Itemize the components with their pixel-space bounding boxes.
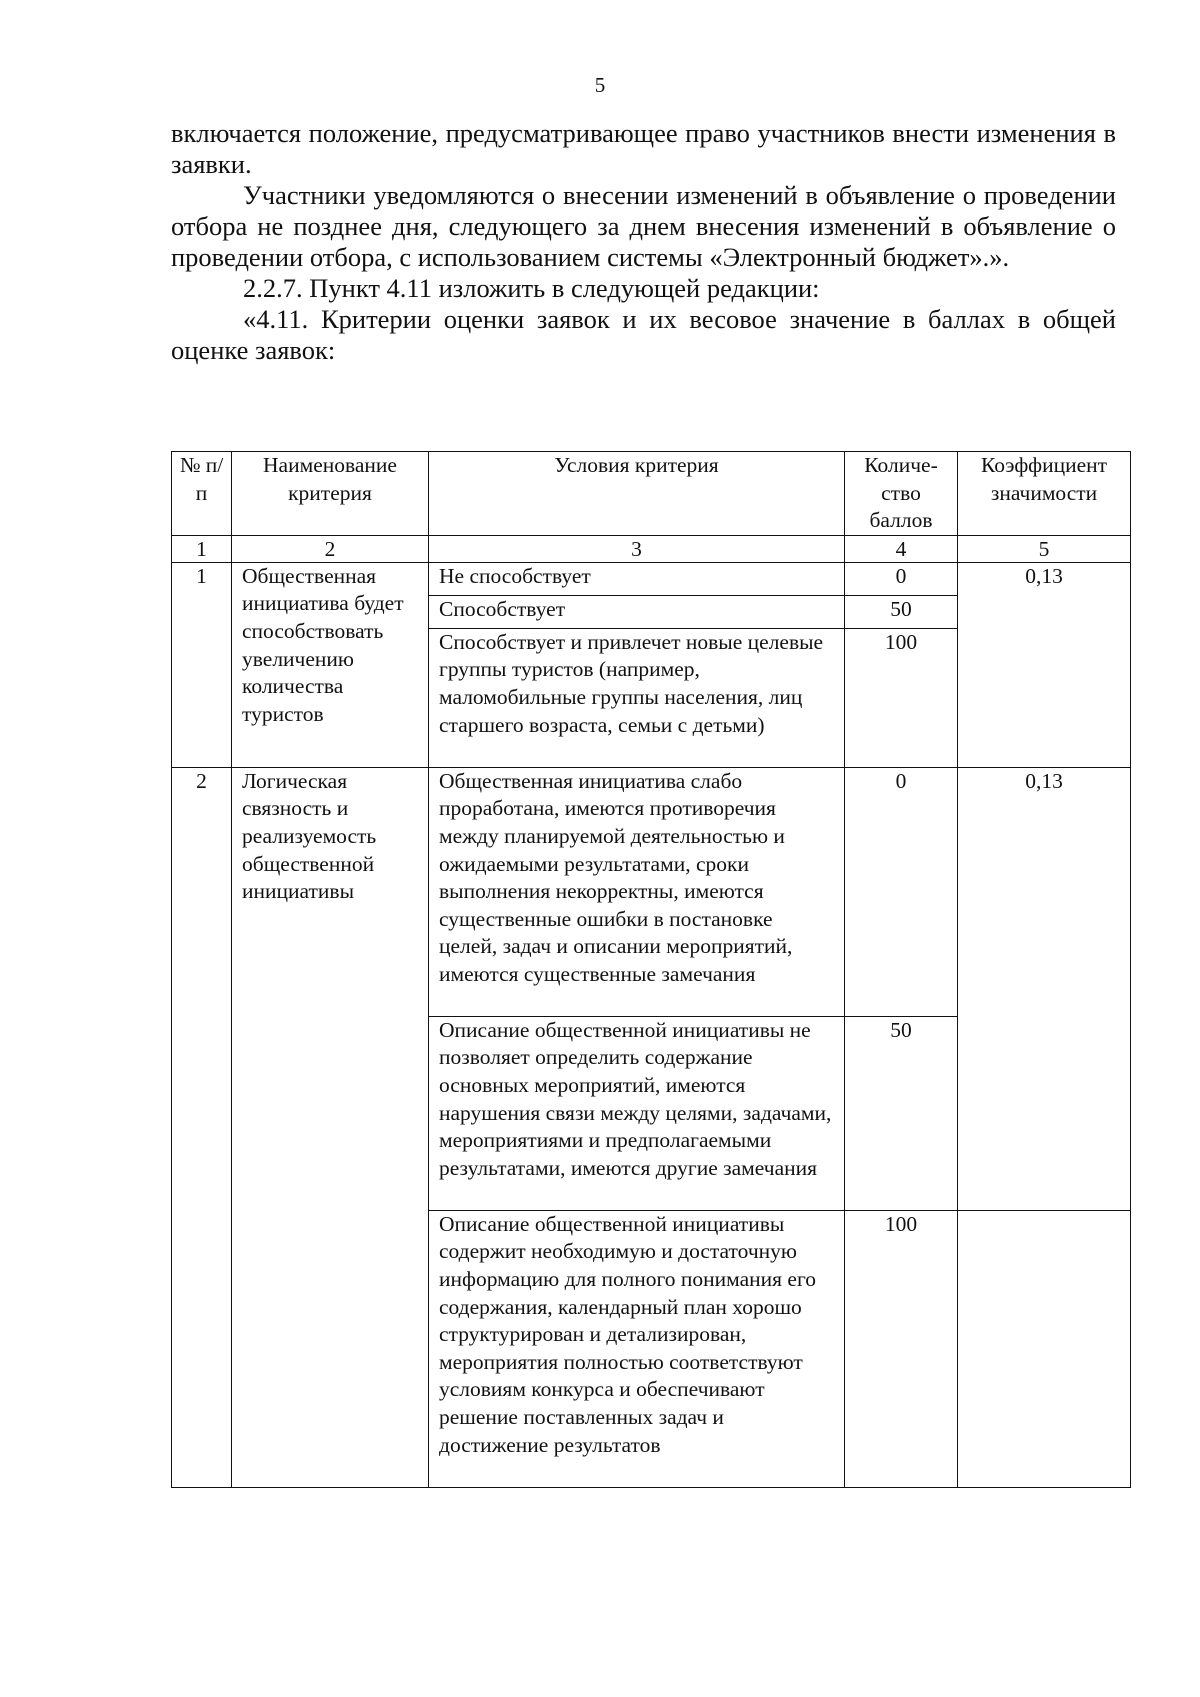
header-name: Наименование критерия — [232, 452, 429, 536]
condition-points: 50 — [845, 1016, 958, 1210]
paragraph: Участники уведомляются о внесении изменений в объявление о проведении отбора не позднее дня, следующего за днем внесения изменений в объявление о проведении отбора, с использованием системы «Электронный бюджет».». — [171, 180, 1116, 272]
column-number: 2 — [232, 535, 429, 562]
condition-text: Описание общественной инициативы содержит необходимую и достаточную информацию для полного понимания его содержания, календарный план хорошо структурирован и детализирован, мероприятия полностью соответствуют условиям конкурса и обеспечивают решение поставленных задач и достижение результатов — [429, 1210, 845, 1487]
column-number: 5 — [958, 535, 1131, 562]
table-row — [172, 562, 1131, 595]
criterion-name: Общественная инициатива будет способствовать увеличению количества туристов — [232, 562, 429, 767]
condition-points: 100 — [845, 628, 958, 767]
criterion-name: Логическая связность и реализуемость общественной инициативы — [232, 767, 429, 1487]
condition-points: 0 — [845, 562, 958, 595]
table-row — [172, 767, 1131, 1016]
condition-points: 50 — [845, 595, 958, 628]
column-number: 4 — [845, 535, 958, 562]
coefficient: 0,13 — [958, 562, 1131, 767]
condition-text: Способствует — [429, 595, 845, 628]
column-number: 1 — [172, 535, 232, 562]
header-coef: Коэффициент значимости — [958, 452, 1131, 536]
paragraph: включается положение, предусматривающее право участников внести изменения в заявки. — [171, 118, 1116, 179]
paragraph: «4.11. Критерии оценки заявок и их весовое значение в баллах в общей оценке заявок: — [171, 304, 1116, 365]
header-points: Количе-ство баллов — [845, 452, 958, 536]
header-num: № п/п — [172, 452, 232, 536]
condition-points: 100 — [845, 1210, 958, 1487]
condition-text: Общественная инициатива слабо проработана, имеются противоречия между планируемой деятельностью и ожидаемыми результатами, сроки выполнения некорректны, имеются существенные ошибки в постановке целей, задач и описании мероприятий, имеются существенные замечания — [429, 767, 845, 1016]
condition-points: 0 — [845, 767, 958, 1016]
condition-text: Не способствует — [429, 562, 845, 595]
body-text — [171, 118, 1116, 366]
row-num: 2 — [172, 767, 232, 1487]
row-num: 1 — [172, 562, 232, 767]
coefficient: 0,13 — [958, 767, 1131, 1210]
table-header-row — [172, 452, 1131, 536]
header-conditions: Условия критерия — [429, 452, 845, 536]
condition-text: Способствует и привлечет новые целевые группы туристов (например, маломобильные группы населения, лиц старшего возраста, семьи с детьми) — [429, 628, 845, 767]
paragraph: 2.2.7. Пункт 4.11 изложить в следующей редакции: — [243, 273, 820, 303]
page-number: 5 — [594, 73, 606, 97]
column-number: 3 — [429, 535, 845, 562]
coefficient-empty-cell — [958, 1210, 1131, 1487]
condition-text: Описание общественной инициативы не позволяет определить содержание основных мероприятий, имеются нарушения связи между целями, задачами, мероприятиями и предполагаемыми результатами, имеются другие замечания — [429, 1016, 845, 1210]
column-number-row — [172, 535, 1131, 562]
criteria-table — [171, 451, 1131, 1488]
